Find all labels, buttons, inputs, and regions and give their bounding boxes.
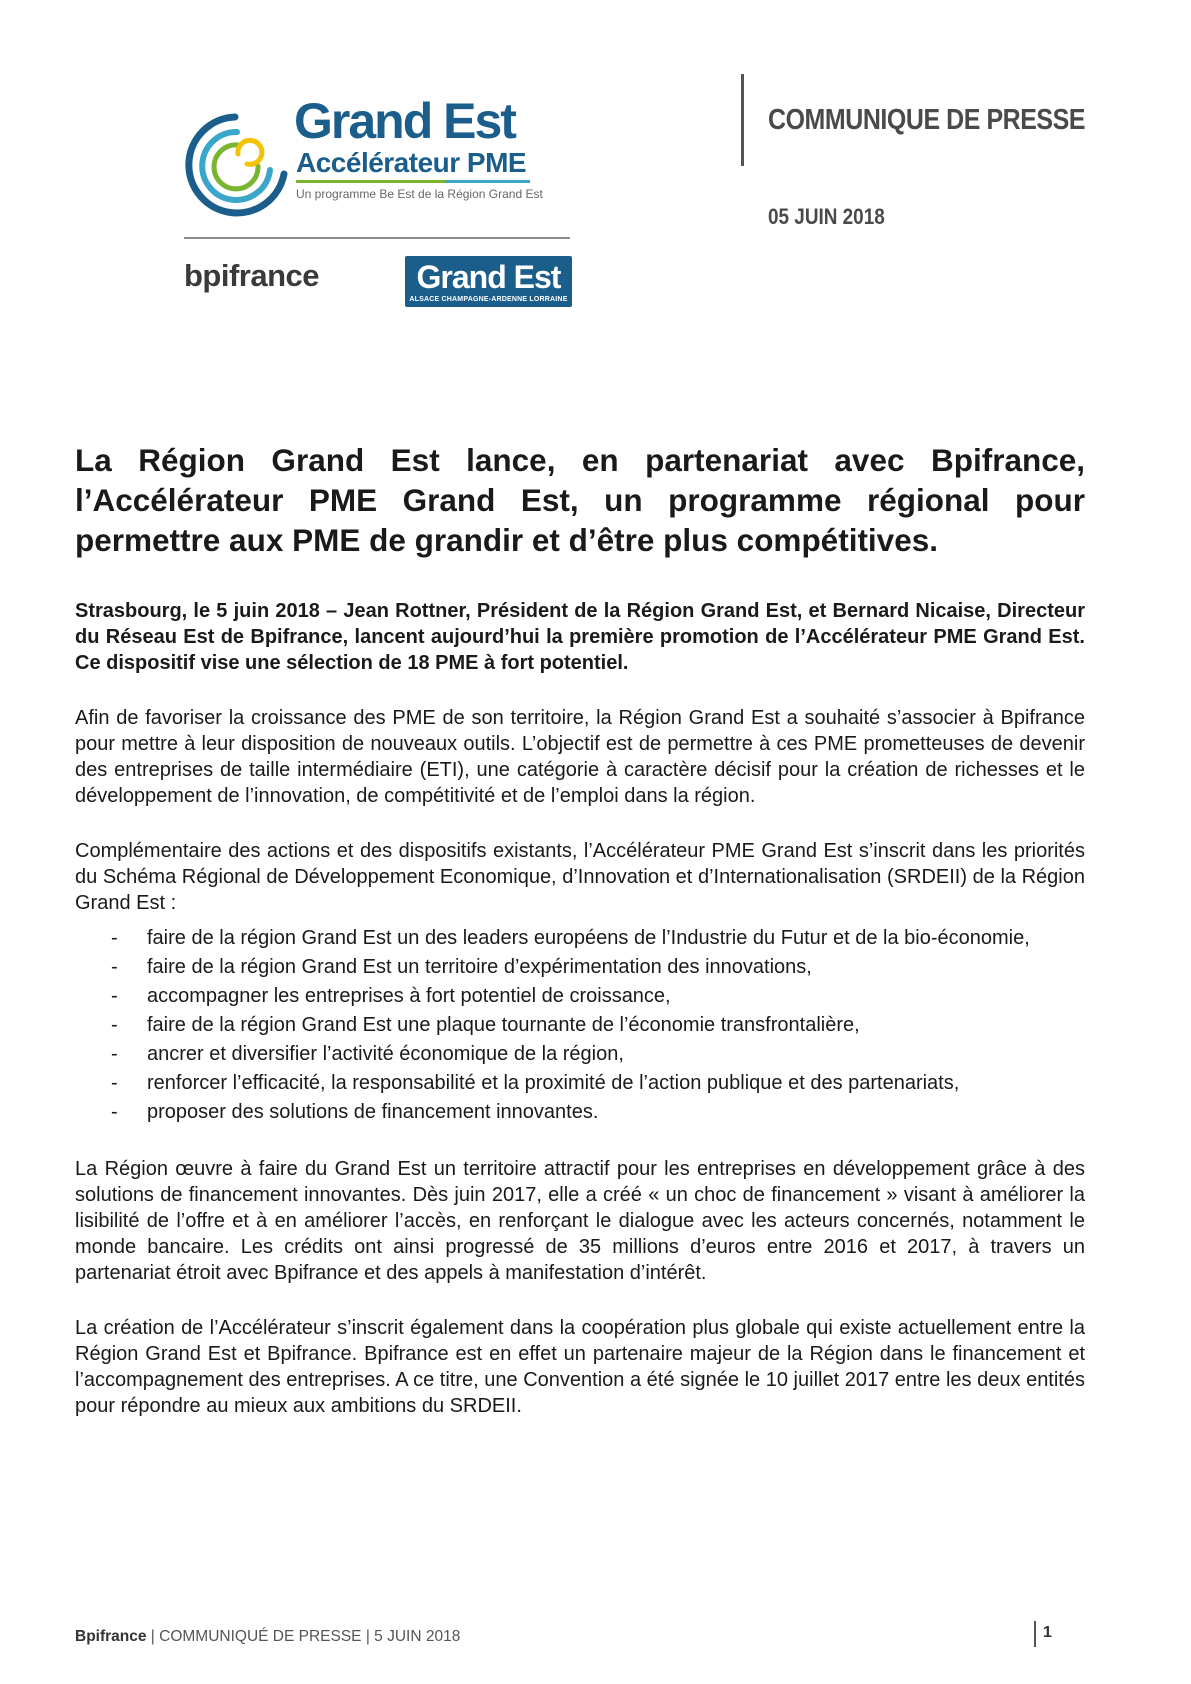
swirl-logo-icon [189, 117, 284, 213]
region-grand-est-logo [405, 256, 572, 307]
paragraph-2: Complémentaire des actions et des dispositifs existants, l’Accélérateur PME Grand Est s’inscrit dans les priorités du Schéma Régional de Développement Economique, d’Innovation et d’Internationalisation (SRDEII) de la Région Grand Est : [75, 840, 1085, 914]
priorities-list [75, 924, 1085, 1127]
grand-est-accelerateur-logo [180, 92, 580, 242]
paragraph-3: La Région œuvre à faire du Grand Est un territoire attractif pour les entreprises en développement grâce à des solutions de financement innovantes. Dès juin 2017, elle a créé « un choc de financement » visant à améliorer la lisibilité de l’offre et à en améliorer l’accès, en renforçant le dialogue avec les acteurs concernés, notamment le monde bancaire. Les crédits ont ainsi progressé de 35 millions d’euros entre 2016 et 2017, à travers un partenariat étroit avec Bpifrance et des appels à manifestation d’intérêt. [75, 1158, 1085, 1284]
article-body [75, 440, 1085, 1419]
page-footer [75, 1628, 460, 1646]
page-number: 1 [1043, 1624, 1052, 1641]
logo-subtitle: Accélérateur PME [296, 147, 527, 178]
list-item: - faire de la région Grand Est une plaque tournante de l’économie transfrontalière, [111, 1014, 860, 1036]
page-number-divider [1034, 1621, 1036, 1647]
footer-text: | COMMUNIQUÉ DE PRESSE | 5 JUIN 2018 [146, 1628, 461, 1645]
list-item: - ancrer et diversifier l’activité économique de la région, [111, 1043, 624, 1065]
list-item: - proposer des solutions de financement innovantes. [111, 1101, 599, 1123]
list-item: - renforcer l’efficacité, la responsabilité et la proximité de l’action publique et des partenariats, [111, 1072, 960, 1094]
article-title: La Région Grand Est lance, en partenariat avec Bpifrance, l’Accélérateur PME Grand Est, un programme régional pour permettre aux PME de grandir et d’être plus compétitives. [75, 442, 1085, 558]
paragraph-1: Afin de favoriser la croissance des PME de son territoire, la Région Grand Est a souhaité s’associer à Bpifrance pour mettre à leur disposition de nouveaux outils. L’objectif est de permettre à ces PME prometteuses de devenir des entreprises de taille intermédiaire (ETI), une catégorie à caractère décisif pour la création de richesses et le développement de l’innovation, de compétitivité et de l’emploi dans la région. [75, 707, 1085, 807]
list-item: - accompagner les entreprises à fort potentiel de croissance, [111, 985, 671, 1007]
press-release-date: 05 JUIN 2018 [768, 204, 885, 229]
logo-title: Grand Est [294, 93, 515, 149]
logo-tagline: Un programme Be Est de la Région Grand Est [296, 187, 543, 201]
header-divider [741, 74, 744, 166]
region-logo-subtitle: ALSACE CHAMPAGNE-ARDENNE LORRAINE [409, 296, 568, 303]
article-lead: Strasbourg, le 5 juin 2018 – Jean Rottner, Président de la Région Grand Est, et Bernard Nicaise, Directeur du Réseau Est de Bpifrance, lancent aujourd’hui la première promotion de l’Accélérateur PME Grand Est. Ce dispositif vise une sélection de 18 PME à fort potentiel. [75, 600, 1085, 674]
bpifrance-logo: bpifrance [184, 258, 320, 293]
list-item: - faire de la région Grand Est un territoire d’expérimentation des innovations, [111, 956, 812, 978]
footer-brand: Bpifrance [75, 1628, 147, 1645]
region-logo-title: Grand Est [416, 259, 561, 295]
press-release-label: COMMUNIQUE DE PRESSE [768, 104, 1086, 136]
list-item: - faire de la région Grand Est un des leaders européens de l’Industrie du Futur et de la bio-économie, [111, 927, 1030, 949]
logo-divider [184, 237, 570, 239]
paragraph-4: La création de l’Accélérateur s’inscrit également dans la coopération plus globale qui existe actuellement entre la Région Grand Est et Bpifrance. Bpifrance est en effet un partenaire majeur de la Région dans le financement et l’accompagnement des entreprises. A ce titre, une Convention a été signée le 10 juillet 2017 entre les deux entités pour répondre au mieux aux ambitions du SRDEII. [75, 1317, 1085, 1417]
